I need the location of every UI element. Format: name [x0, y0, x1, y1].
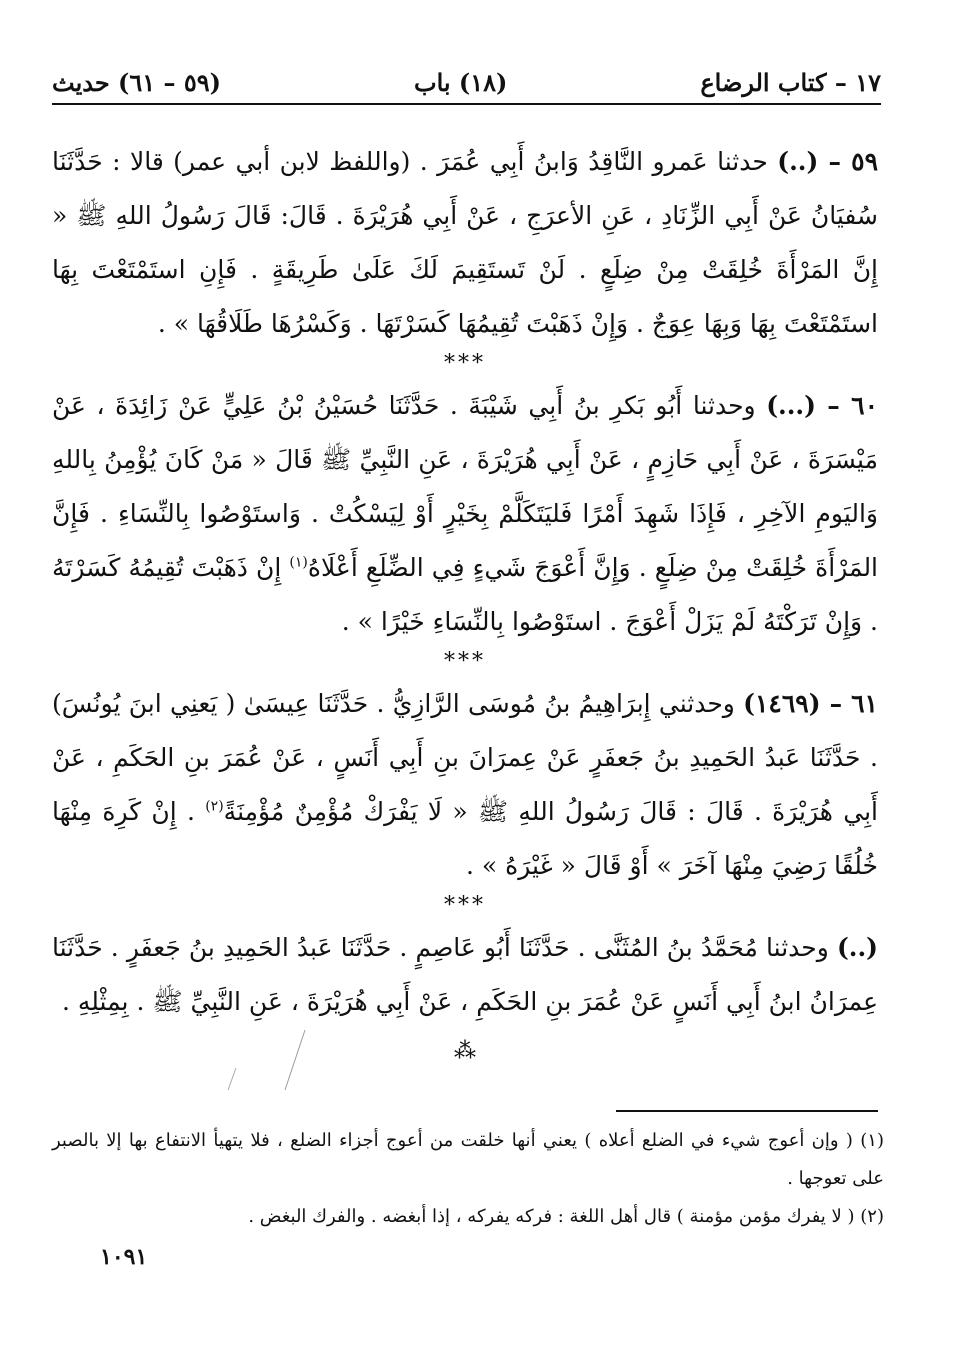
footnote-1: (١) ( وإن أعوج شيء في الضلع أعلاه ) يعني أنها خلقت من أعوج أجزاء الضلع ، فلا يتهيأ الانتفاع بها إلا بالصبر على تعوجها .: [52, 1130, 884, 1189]
hadith-text: وحدثنا مُحَمَّدُ بنُ المُثَنَّى . حَدَّثَنَا أَبُو عَاصِمٍ . حَدَّثَنَا عَبدُ الحَمِيدِ بنُ جَعفَرٍ . حَدَّثَنَا عِمرَانُ ابنُ أَبِي أَنَسٍ عَنْ عُمَرَ بنِ الحَكَمِ ، عَنْ أَبِي هُرَيْرَةَ ، عَنِ النَّبِيِّ ﷺ . بِمِثْلِهِ .: [52, 933, 878, 1016]
hadith-text-continued: . إِنْ كَرِهَ مِنْهَا خُلُقًا رَضِيَ مِنْهَا آخَرَ » أَوْ قَالَ « غَيْرَهُ » .: [52, 797, 878, 880]
hadith-60: [52, 379, 878, 649]
header-chapter: (١٨) باب: [413, 67, 508, 97]
end-ornament: ⁂: [454, 1039, 476, 1064]
page-number: ١٠٩١: [100, 1244, 148, 1270]
running-header: [52, 62, 881, 102]
footnotes: [52, 1122, 884, 1236]
hadith-number: (..): [836, 933, 879, 962]
header-book-title: ١٧ – كتاب الرضاع: [700, 67, 881, 97]
hadith-number: ٥٩ – (..): [777, 147, 878, 176]
hadith-61-variant: [52, 921, 878, 1029]
section-divider: ***: [444, 649, 486, 674]
header-rule: [52, 103, 881, 105]
hadith-text: وحدثنا أَبُو بَكرِ بنُ أَبِي شَيْبَةَ . حَدَّثَنَا حُسَيْنُ بْنُ عَلِيٍّ عَنْ زَائِدَةَ ، عَنْ مَيْسَرَةَ ، عَنْ أَبِي حَازِمٍ ، عَنْ أَبِي هُرَيْرَةَ ، عَنِ النَّبِيِّ ﷺ قَالَ « مَنْ كَانَ يُؤْمِنُ بِاللهِ وَاليَومِ الآخِرِ ، فَإِذَا شَهِدَ أَمْرًا فَليَتَكَلَّمْ بِخَيْرٍ أَوْ لِيَسْكُتْ . وَاستَوْصُوا بِالنِّسَاءِ . فَإِنَّ المَرْأَةَ خُلِقَتْ مِنْ ضِلَعٍ . وَإِنَّ أَعْوَجَ شَيءٍ فِي الضِّلَعِ أَعْلَاهُ: [52, 391, 879, 582]
hadith-text: وحدثني إِبرَاهِيمُ بنُ مُوسَى الرَّازِيُّ . حَدَّثَنَا عِيسَىٰ ( يَعنِي ابنَ يُونُسَ) . حَدَّثَنَا عَبدُ الحَمِيدِ بنُ جَعفَرٍ عَنْ عِمرَانَ بنِ أَبِي أَنَسٍ ، عَنْ عُمَرَ بنِ الحَكَمِ ، عَنْ أَبِي هُرَيْرَةَ . قَالَ : قَالَ رَسُولُ اللهِ ﷺ « لَا يَفْرَكْ مُؤْمِنٌ مُؤْمِنَةً: [52, 689, 878, 826]
hadith-text-continued: إِنْ ذَهَبْتَ تُقِيمُهُ كَسَرْتَهُ . وَإِنْ تَرَكْتَهُ لَمْ يَزَلْ أَعْوَجَ . استَوْصُوا بِالنِّسَاءِ خَيْرًا » .: [52, 553, 878, 636]
footnote-rule: [616, 1110, 878, 1112]
hadith-text: حدثنا عَمرو النَّاقِدُ وَابنُ أَبِي عُمَرَ . (واللفظ لابن أبي عمر) قالا : حَدَّثَنَا سُفيَانُ عَنْ أَبِي الزِّنَادِ ، عَنِ الأعرَجِ ، عَنْ أَبِي هُرَيْرَةَ . قَالَ: قَالَ رَسُولُ اللهِ ﷺ « إِنَّ المَرْأَةَ خُلِقَتْ مِنْ ضِلَعٍ . لَنْ تَستَقِيمَ لَكَ عَلَىٰ طَرِيقَةٍ . فَإِنِ استَمْتَعْتَ بِهَا استَمْتَعْتَ بِهَا وَبِهَا عِوَجٌ . وَإِنْ ذَهَبْتَ تُقِيمُهَا كَسَرْتَهَا . وَكَسْرُهَا طَلَاقُهَا » .: [52, 147, 878, 338]
footnote-2: (٢) ( لا يفرك مؤمن مؤمنة ) قال أهل اللغة : فركه يفركه ، إذا أبغضه . والفرك البغض .: [248, 1206, 884, 1227]
hadith-number: ٦١ – (١٤٦٩): [743, 689, 878, 718]
hadith-number: ٦٠ – (...): [766, 391, 878, 420]
main-text: [52, 135, 878, 1065]
hadith-59: [52, 135, 878, 351]
footnote-marker: (٢): [205, 798, 224, 815]
section-divider: ***: [444, 351, 486, 376]
hadith-61: [52, 677, 878, 893]
footnote-marker: (١): [289, 554, 308, 571]
section-divider: ***: [444, 893, 486, 918]
header-hadith-range: (٥٩ – ٦١) حديث: [52, 67, 222, 97]
